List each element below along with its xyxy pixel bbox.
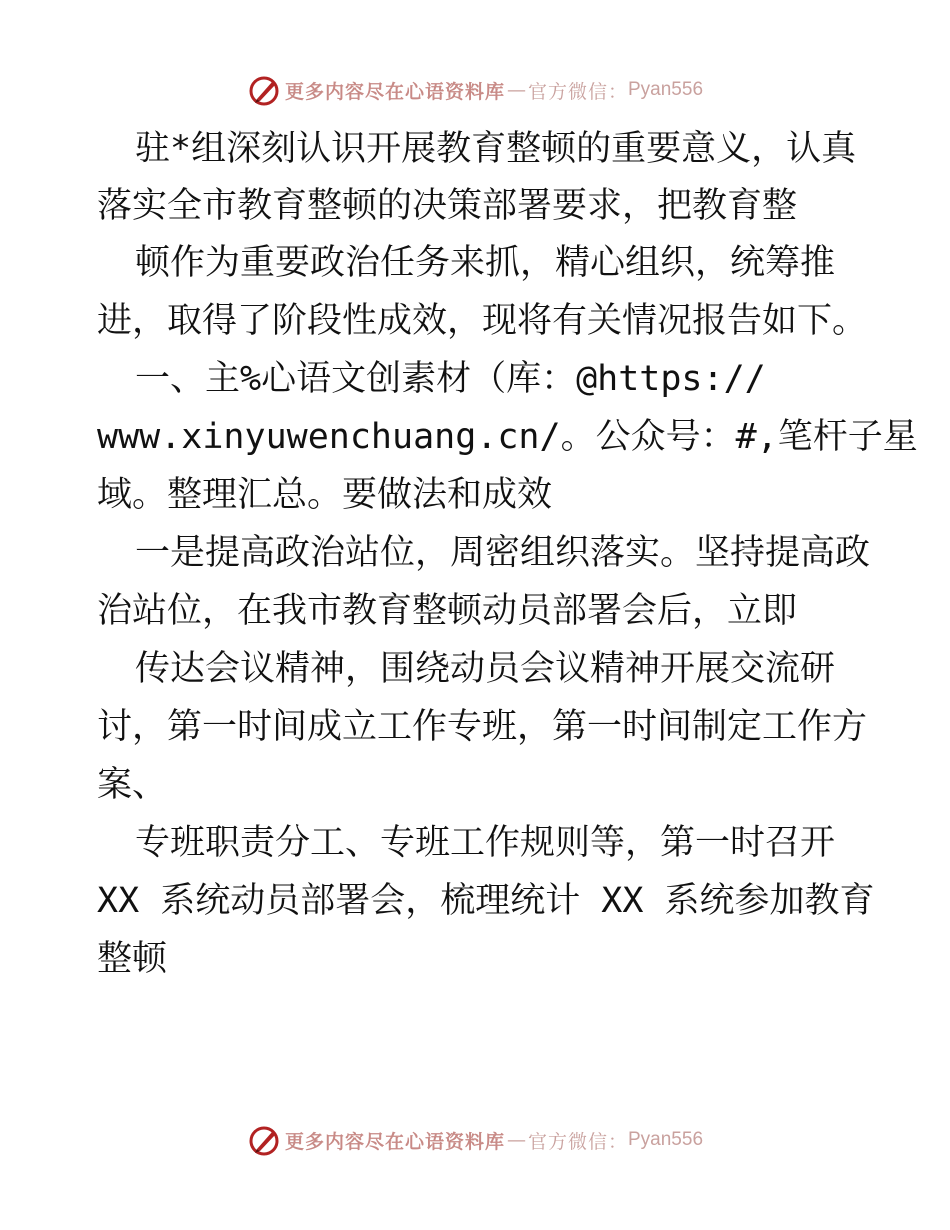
body-line: 进，取得了阶段性成效，现将有关情况报告如下。 [97,301,868,341]
body-line: 讨，第一时间成立工作专班，第一时间制定工作方 [97,707,868,747]
watermark-brand-text: 更多内容尽在心语资料库 [284,1130,505,1153]
body-line: 专班职责分工、专班工作规则等，第一时召开 [135,823,836,863]
body-line: www.xinyuwenchuang.cn/。公众号：#,笔杆子星 [97,417,918,457]
watermark-wechat-id: Pyan556 [628,79,704,100]
body-line: 一是提高政治站位，周密组织落实。坚持提高政 [135,533,871,573]
body-line: 驻*组深刻认识开展教育整顿的重要意义，认真 [135,129,857,169]
watermark-wechat-id: Pyan556 [628,1129,704,1150]
watermark-official-label: 官方微信： [527,1130,628,1153]
pen-logo-icon [247,1123,281,1157]
body-line: 域。整理汇总。要做法和成效 [97,475,553,515]
body-line: XX 系统动员部署会，梳理统计 XX 系统参加教育 [97,881,875,921]
body-line: 顿作为重要政治任务来抓，精心组织，统筹推 [135,243,836,283]
body-line: 传达会议精神，围绕动员会议精神开展交流研 [135,649,836,689]
body-line: 治站位，在我市教育整顿动员部署会后，立即 [97,591,798,631]
pen-logo-icon [247,73,281,107]
watermark-dash: — [506,79,526,101]
watermark-brand-text: 更多内容尽在心语资料库 [284,80,505,103]
watermark-official-label: 官方微信： [527,80,628,103]
body-line: 落实全市教育整顿的决策部署要求，把教育整 [97,186,798,226]
header-watermark [0,70,950,110]
body-line: 案、 [97,765,168,805]
footer-watermark [0,1120,950,1160]
body-line: 整顿 [97,939,168,979]
watermark-dash: — [506,1129,526,1151]
body-line: 一、主%心语文创素材（库：@https:// [135,359,766,399]
